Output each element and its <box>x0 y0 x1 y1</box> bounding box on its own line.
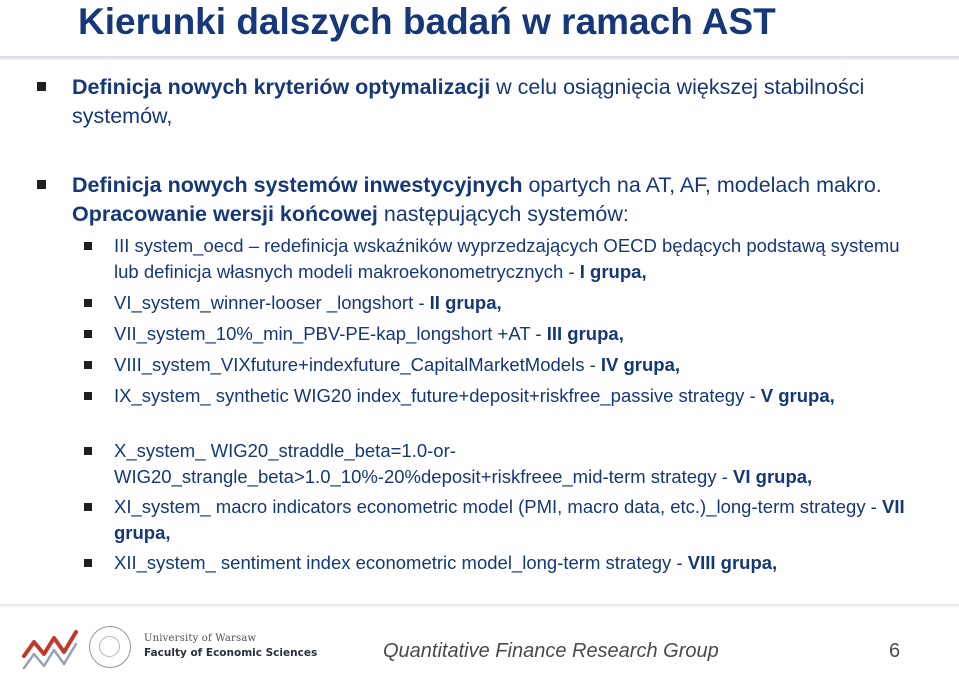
university-seal-icon <box>89 626 131 668</box>
list-item-text: X_system_ WIG20_straddle_beta=1.0-or-WIG20_strangle_beta>1.0_10%-20%deposit+riskfreee_mid-term strategy - <box>114 440 734 487</box>
university-name <box>144 632 317 660</box>
list-item-group: V grupa, <box>760 385 835 406</box>
title-divider <box>0 56 959 60</box>
bullet-bold-text-2: Opracowanie wersji końcowej <box>72 202 378 226</box>
bullet-new-systems <box>72 171 932 229</box>
list-item-text: III system_oecd – redefinicja wskaźników wyprzedzających OECD będących podstawą systemu lub definicja własnych modeli makroekonometrycznych - <box>114 235 900 282</box>
list-item-group: VIII grupa, <box>687 552 778 573</box>
bullet-bold-text: Definicja nowych systemów inwestycyjnych <box>72 173 523 197</box>
list-item-text: VIII_system_VIXfuture+indexfuture_CapitalMarketModels - <box>114 354 601 375</box>
list-item <box>114 438 924 490</box>
list-item <box>114 290 924 316</box>
list-item-group: IV grupa, <box>600 354 681 375</box>
bullet-text-2: następujących systemów: <box>377 202 629 226</box>
square-bullet-icon <box>84 447 92 455</box>
bullet-optimization-criteria <box>72 73 932 131</box>
list-item-group: I grupa, <box>579 261 647 282</box>
research-group-name: Quantitative Finance Research Group <box>383 640 719 662</box>
list-item <box>114 233 924 285</box>
university-line2: Faculty of Economic Sciences <box>144 647 318 659</box>
square-bullet-icon <box>37 180 46 189</box>
square-bullet-icon <box>84 330 92 338</box>
list-item-text: XII_system_ sentiment index econometric model_long-term strategy - <box>114 552 688 573</box>
list-item-text: XI_system_ macro indicators econometric model (PMI, macro data, etc.)_long-term strategy - <box>114 496 883 517</box>
list-item-group: II grupa, <box>429 292 502 313</box>
list-item-group: III grupa, <box>546 323 624 344</box>
list-item <box>114 383 924 409</box>
list-item-text: IX_system_ synthetic WIG20 index_future+deposit+riskfree_passive strategy - <box>114 385 761 406</box>
bullet-text: opartych na AT, AF, modelach makro. <box>522 173 882 197</box>
faculty-logo-icon <box>22 626 82 670</box>
list-item <box>114 352 924 378</box>
square-bullet-icon <box>37 82 46 91</box>
page-number: 6 <box>889 640 901 662</box>
list-item-group: VII grupa, <box>114 496 905 543</box>
list-item <box>114 321 924 347</box>
square-bullet-icon <box>84 392 92 400</box>
list-item <box>114 494 924 546</box>
footer-divider <box>0 604 959 607</box>
square-bullet-icon <box>84 503 92 511</box>
square-bullet-icon <box>84 361 92 369</box>
square-bullet-icon <box>84 299 92 307</box>
list-item-text: VII_system_10%_min_PBV-PE-kap_longshort +AT - <box>114 323 547 344</box>
list-item-group: VI grupa, <box>733 466 813 487</box>
square-bullet-icon <box>84 242 92 250</box>
square-bullet-icon <box>84 559 92 567</box>
bullet-text: w celu osiągnięcia większej stabilności systemów, <box>72 75 865 128</box>
bullet-bold-text: Definicja nowych kryteriów optymalizacji <box>72 75 491 99</box>
list-item-text: VI_system_winner-looser _longshort - <box>114 292 430 313</box>
list-item <box>114 550 924 576</box>
university-line1: University of Warsaw <box>144 633 257 644</box>
slide-title: Kierunki dalszych badań w ramach AST <box>78 1 776 42</box>
